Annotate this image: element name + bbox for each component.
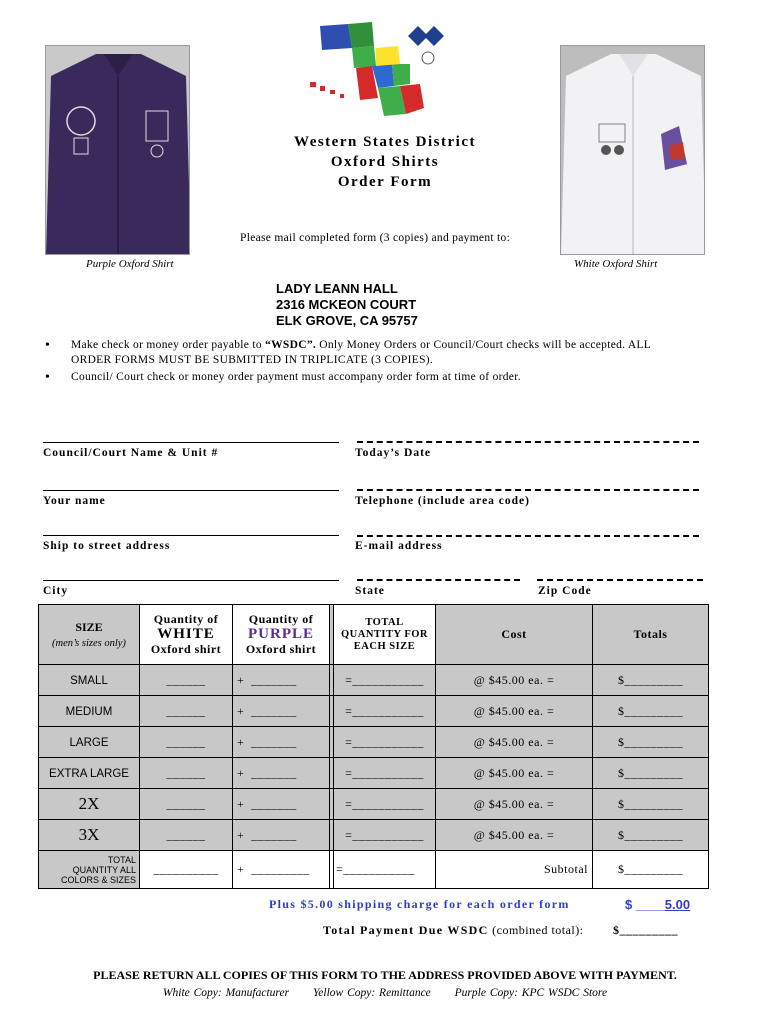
white-qty-input[interactable]: ______ <box>140 727 233 758</box>
table-header-row <box>39 605 709 665</box>
table-row <box>39 696 709 727</box>
street-field[interactable] <box>43 535 339 536</box>
form-title-line-1: Western States District <box>294 134 476 150</box>
line-total-input[interactable]: $_________ <box>593 696 709 727</box>
white-qty-input[interactable]: ______ <box>140 665 233 696</box>
unit-cost: @ $45.00 ea. = <box>436 665 593 696</box>
line-total-input[interactable]: $_________ <box>593 820 709 851</box>
instruction-payable: • Make check or money order payable to “WSDC”. Only Money Orders or Council/Court checks will be accepted. ALL ORDER FORMS MUST BE SUBMITTED IN TRIPLICATE (3 COPIES). <box>40 338 680 368</box>
white-qty-header: Quantity of WHITE Oxford shirt <box>140 605 233 665</box>
purple-qty-header: Quantity of PURPLE Oxford shirt <box>233 605 330 665</box>
shipping-charge-value: $ ____5.00 <box>625 897 691 912</box>
size-label: MEDIUM <box>65 705 113 718</box>
table-row <box>39 758 709 789</box>
purple-total-input[interactable]: + _________ <box>233 851 330 889</box>
size-total-input[interactable]: =___________ <box>334 758 436 789</box>
purple-copy-note: Purple Copy: KPC WSDC Store <box>454 987 608 999</box>
council-field[interactable] <box>43 442 339 443</box>
council-label: Council/Court Name & Unit # <box>43 447 219 459</box>
address-line-1: LADY LEANN HALL <box>276 281 398 296</box>
form-title-line-2: Oxford Shirts <box>330 154 440 170</box>
white-qty-input[interactable]: ______ <box>140 820 233 851</box>
purple-qty-input[interactable]: + _______ <box>233 727 330 758</box>
table-row <box>39 789 709 820</box>
size-label: EXTRA LARGE <box>49 767 129 780</box>
white-copy-note: White Copy: Manufacturer <box>162 987 290 999</box>
email-field[interactable] <box>357 535 699 537</box>
total-quantity-row <box>39 851 709 889</box>
size-header: SIZE (men’s sizes only) <box>39 605 140 665</box>
shipping-charge-text: Plus $5.00 shipping charge for each order form <box>269 897 570 911</box>
size-label: 2X <box>78 794 100 813</box>
purple-qty-input[interactable]: + _______ <box>233 789 330 820</box>
line-total-input[interactable]: $_________ <box>593 665 709 696</box>
subtotal-input[interactable]: $_________ <box>593 851 709 889</box>
grand-qty-input[interactable]: =___________ <box>334 851 436 889</box>
size-total-input[interactable]: =___________ <box>334 665 436 696</box>
state-label: State <box>355 585 385 597</box>
date-label: Today’s Date <box>355 447 432 459</box>
subtotal-label: Subtotal <box>436 851 593 889</box>
white-qty-input[interactable]: ______ <box>140 789 233 820</box>
address-line-2: 2316 MCKEON COURT <box>276 297 417 312</box>
instructions-list <box>40 338 680 387</box>
size-label: 3X <box>78 825 100 844</box>
total-due-input[interactable]: $_________ <box>613 923 678 937</box>
totals-header: Totals <box>593 605 709 665</box>
instruction-payment-required: • Council/ Court check or money order payment must accompany order form at time of order. <box>40 370 680 385</box>
zip-label: Zip Code <box>538 585 592 597</box>
mail-instruction: Please mail completed form (3 copies) and payment to: <box>240 232 511 244</box>
purple-qty-input[interactable]: + _______ <box>233 820 330 851</box>
white-qty-input[interactable]: ______ <box>140 758 233 789</box>
total-due-label: Total Payment Due WSDC (combined total): <box>323 923 584 937</box>
city-label: City <box>43 585 69 597</box>
name-field[interactable] <box>43 490 339 491</box>
table-row <box>39 820 709 851</box>
white-total-input[interactable]: __________ <box>140 851 233 889</box>
address-line-3: ELK GROVE, CA 95757 <box>276 313 418 328</box>
zip-field[interactable] <box>537 579 703 581</box>
purple-shirt-caption: Purple Oxford Shirt <box>86 258 174 270</box>
purple-qty-input[interactable]: + _______ <box>233 758 330 789</box>
table-row <box>39 665 709 696</box>
unit-cost: @ $45.00 ea. = <box>436 727 593 758</box>
line-total-input[interactable]: $_________ <box>593 727 709 758</box>
unit-cost: @ $45.00 ea. = <box>436 696 593 727</box>
street-label: Ship to street address <box>43 540 171 552</box>
email-label: E-mail address <box>355 540 443 552</box>
unit-cost: @ $45.00 ea. = <box>436 758 593 789</box>
line-total-input[interactable]: $_________ <box>593 758 709 789</box>
state-field[interactable] <box>357 579 520 581</box>
table-row <box>39 727 709 758</box>
total-quantity-label: TOTAL QUANTITY ALL COLORS & SIZES <box>39 851 140 889</box>
purple-qty-input[interactable]: + _______ <box>233 696 330 727</box>
phone-label: Telephone (include area code) <box>355 495 530 507</box>
size-total-input[interactable]: =___________ <box>334 696 436 727</box>
yellow-copy-note: Yellow Copy: Remittance <box>312 987 431 999</box>
city-field[interactable] <box>43 580 339 581</box>
size-label: LARGE <box>69 736 109 749</box>
size-total-input[interactable]: =___________ <box>334 789 436 820</box>
name-label: Your name <box>43 495 106 507</box>
cost-header: Cost <box>436 605 593 665</box>
date-field[interactable] <box>357 441 699 443</box>
unit-cost: @ $45.00 ea. = <box>436 789 593 820</box>
size-total-input[interactable]: =___________ <box>334 820 436 851</box>
form-title-line-3: Order Form <box>337 174 433 190</box>
total-qty-header: TOTAL QUANTITY FOR EACH SIZE <box>334 605 436 665</box>
return-instruction: PLEASE RETURN ALL COPIES OF THIS FORM TO THE ADDRESS PROVIDED ABOVE WITH PAYMENT. <box>93 968 677 982</box>
size-total-input[interactable]: =___________ <box>334 727 436 758</box>
phone-field[interactable] <box>357 489 699 491</box>
order-table <box>38 604 709 889</box>
western-states-map-image <box>300 18 450 128</box>
white-qty-input[interactable]: ______ <box>140 696 233 727</box>
size-label: SMALL <box>70 674 108 687</box>
purple-qty-input[interactable]: + _______ <box>233 665 330 696</box>
copy-distribution <box>0 987 770 999</box>
white-shirt-caption: White Oxford Shirt <box>574 258 658 270</box>
unit-cost: @ $45.00 ea. = <box>436 820 593 851</box>
line-total-input[interactable]: $_________ <box>593 789 709 820</box>
district-map-logo <box>300 18 450 128</box>
